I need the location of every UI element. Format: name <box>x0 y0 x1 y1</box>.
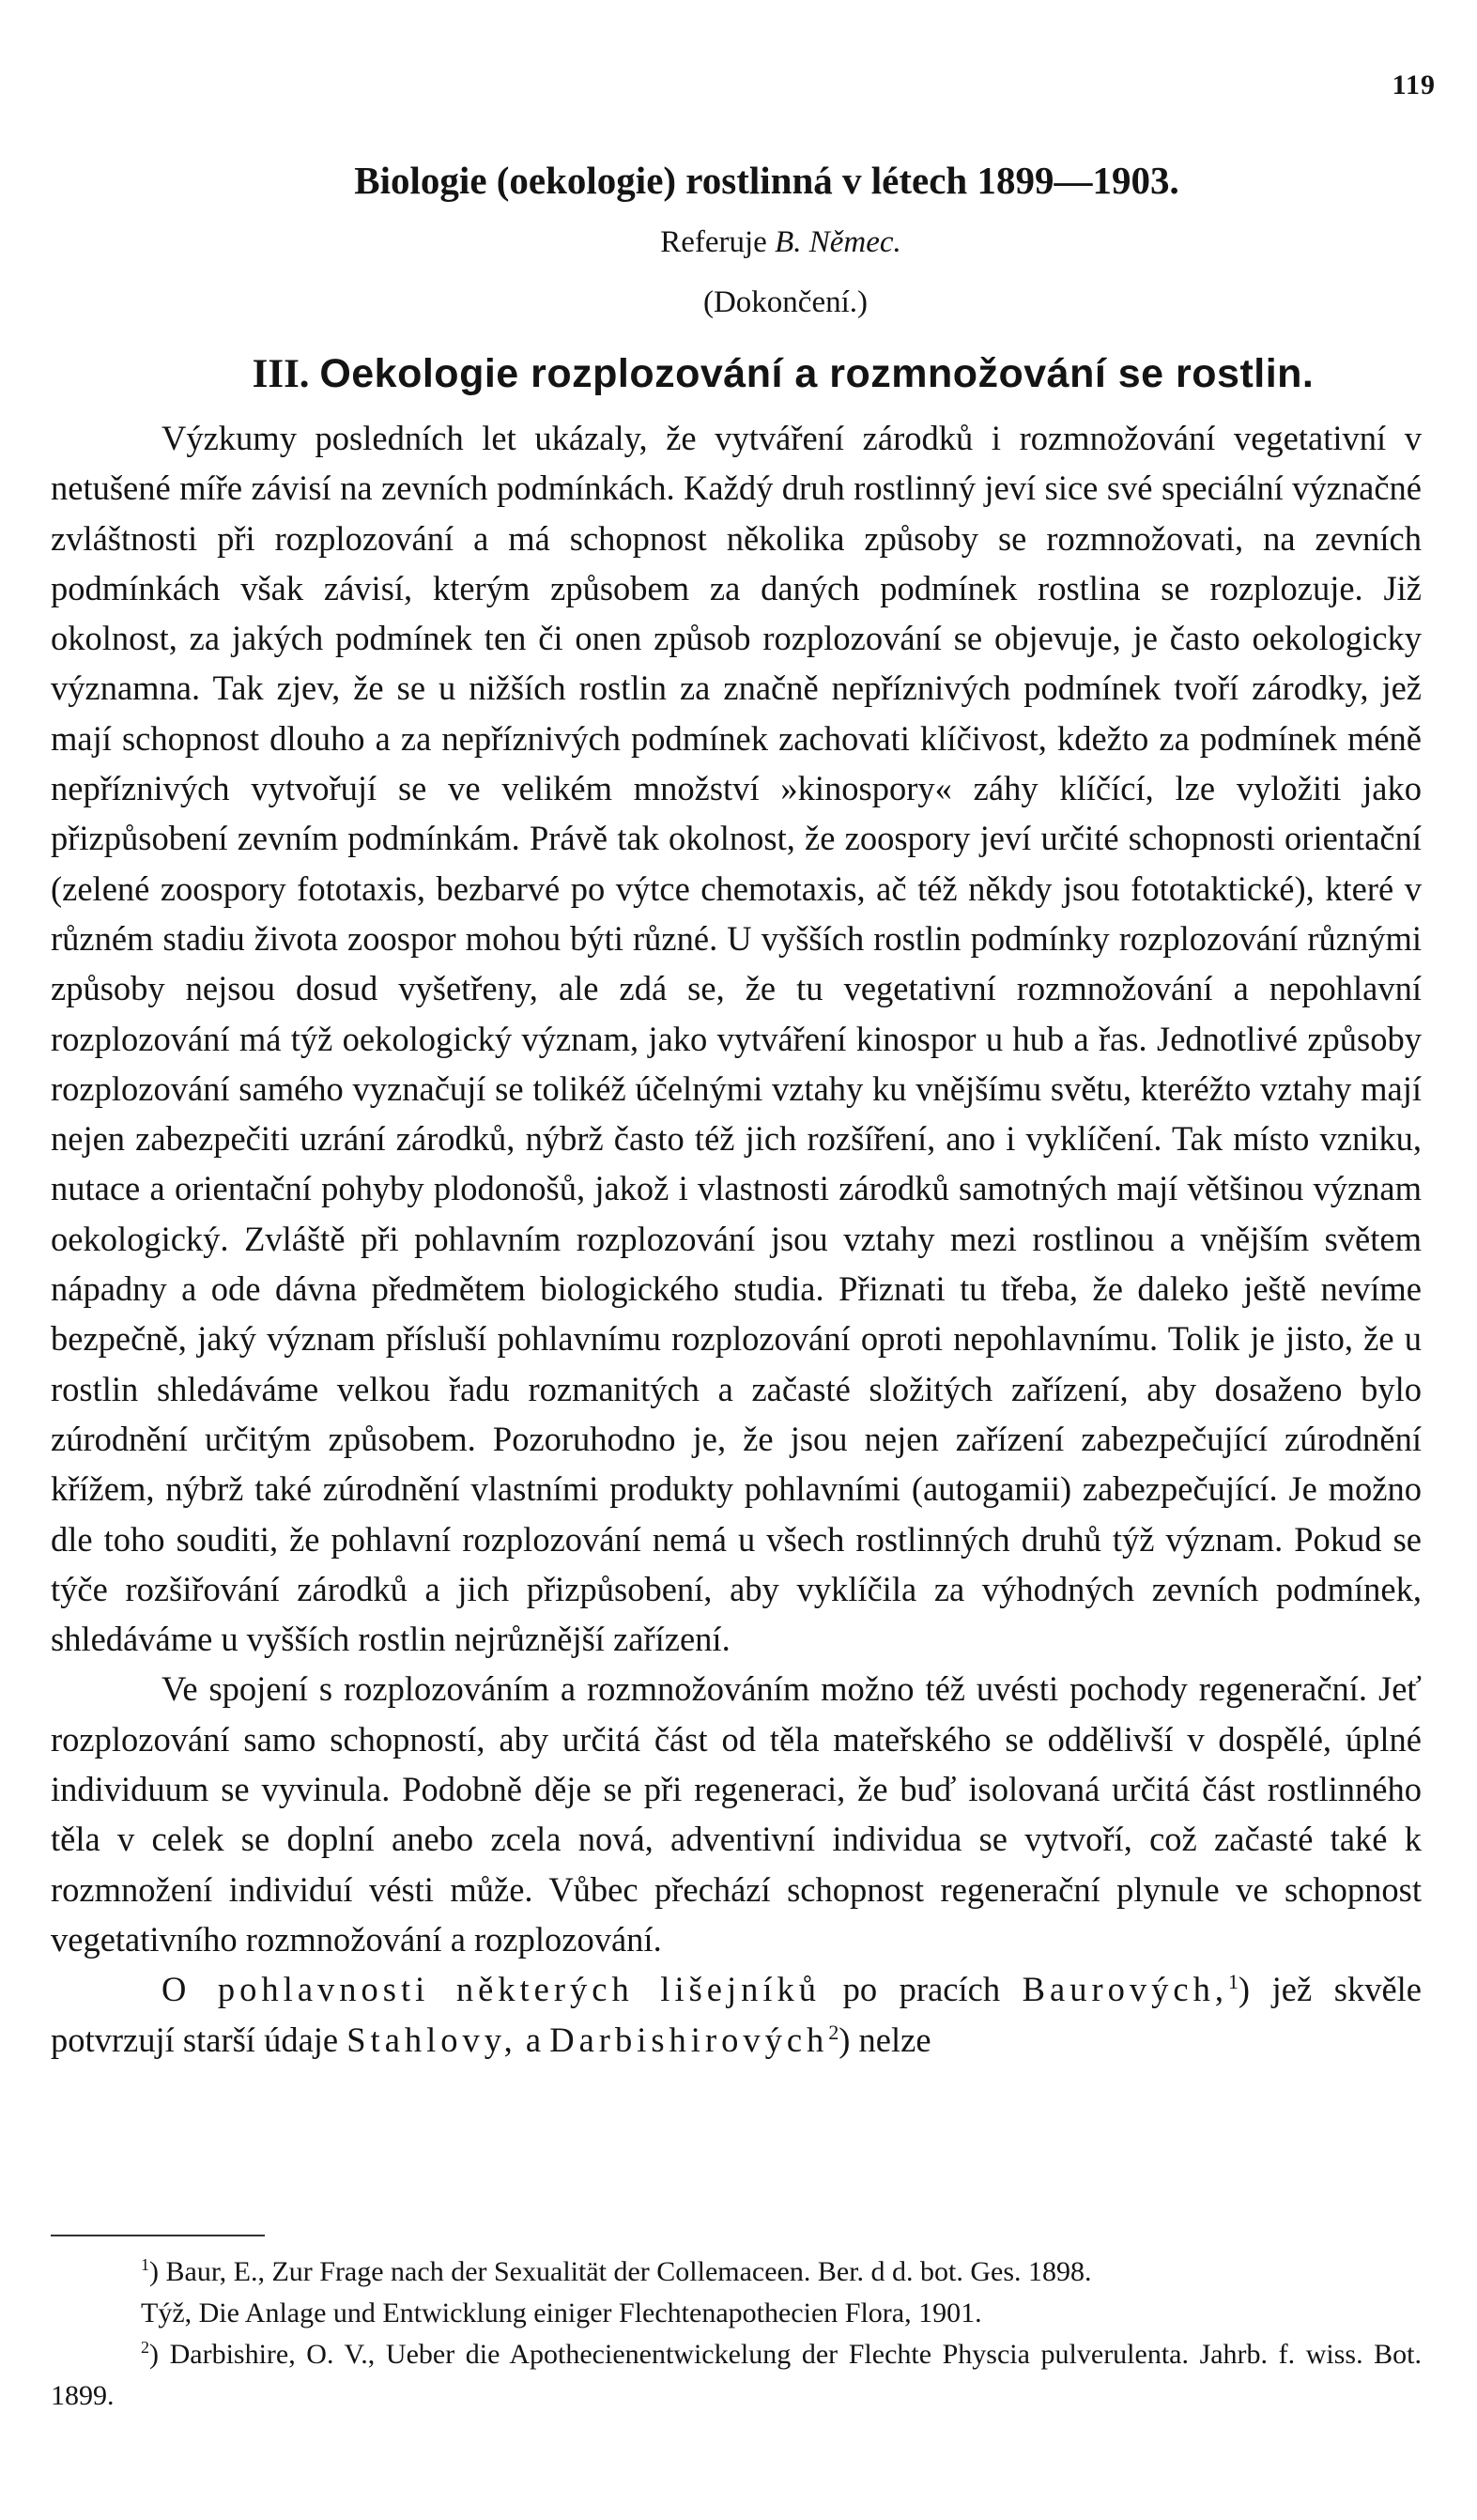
author-name: Stahlovy, <box>346 2020 517 2059</box>
footnotes <box>51 2251 1422 2417</box>
footnote-ref: 2 <box>828 2020 839 2044</box>
footnote-divider <box>51 2235 265 2236</box>
footnote-marker: 1 <box>141 2255 149 2274</box>
text-run: a <box>525 2020 542 2059</box>
body-text <box>51 413 1422 2065</box>
footnote-ref: 1 <box>1227 1970 1239 1994</box>
text-run: nelze <box>858 2020 931 2059</box>
author-name: Darbishirových <box>549 2020 829 2059</box>
section-number: III. <box>252 352 310 396</box>
text-run: jež skvěle potvrzují starší údaje <box>51 1970 1423 2059</box>
spaced-text: O pohlavnosti některých lišejníků <box>162 1970 822 2009</box>
footnote-text: Baur, E., Zur Frage nach der Sexualität der Collemaceen. Ber. d d. bot. Ges. 1898. <box>165 2256 1092 2287</box>
reviewer-prefix: Referuje <box>660 225 767 259</box>
footnote-text: Darbishire, O. V., Ueber die Apothecienentwickelung der Flechte Physcia pulverulenta. Jahrb. f. wiss. Bot. 1899. <box>51 2339 1422 2411</box>
footnote: $^1$) Baur, E., Zur Frage nach der Sexualität der Collemaceen. Ber. d d. bot. Ges. 1898. <box>141 2255 1092 2287</box>
page-number: 119 <box>1392 69 1436 100</box>
reviewer-name: B. Němec. <box>775 225 901 259</box>
paragraph-last: O pohlavnosti některých lišejníků po pracích Baurových,$^1$) jež skvěle potvrzují starší údaje Stahlovy, a Darbishirových$^2$) nelze <box>51 1970 1423 2059</box>
paragraph: Ve spojení s rozplozováním a rozmnožováním možno též uvésti pochody regenerační. Jeť rozplozování samo schopností, aby určitá část od těla mateřského se oddělivší v dospělé, úplné individuum se vyvinula. Podobně děje se při regeneraci, že buď isolovaná určitá část rostlinného těla v celek se doplní anebo zcela nová, adventivní individua se vytvoří, což začasté také k rozmnožení individuí vésti může. Vůbec přechází schopnost regenerační plynule ve schopnost vegetativního rozmnožování a rozplozování. <box>51 1669 1422 1959</box>
continued-note: (Dokončení.) <box>702 285 869 319</box>
text-run: po pracích <box>842 1970 1001 2009</box>
author-name: Baurových, <box>1022 1970 1228 2009</box>
footnote: $^2$) Darbishire, O. V., Ueber die Apothecienentwickelung der Flechte Physcia pulverulenta. Jahrb. f. wiss. Bot. 1899. <box>51 2338 1422 2411</box>
footnote <box>51 2293 1422 2334</box>
paragraph: Výzkumy posledních let ukázaly, že vytváření zárodků i rozmnožování vegetativní v netušené míře závisí na zevních podmínkách. Každý druh rostlinný jeví sice své speciální význačné zvláštnosti při rozplozování a má schopnost několika způsoby se rozmnožovati, na zevních podmínkách však závisí, kterým způsobem za daných podmínek rostlina se rozplozuje. Již okolnost, za jakých podmínek ten či onen způsob rozplozování se objevuje, je často oekologicky významna. Tak zjev, že se u nižších rostlin za značně nepříznivých podmínek tvoří zárodky, jež mají schopnost dlouho a za nepříznivých podmínek zachovati klíčivost, kdežto za podmínek méně nepříznivých vytvořují se ve velikém množství »kinospory« záhy klíčící, lze vyložiti jako přizpůsobení zevním podmínkám. Právě tak okolnost, že zoospory jeví určité schopnosti orientační (zelené zoospory fototaxis, bezbarvé po výtce chemotaxis, ač též někdy jsou fototaktické), které v různém stadiu života zoospor mohou býti různé. U vyšších rostlin podmínky rozplozování různými způsoby nejsou dosud vyšetřeny, ale zdá se, že tu vegetativní rozmnožování a nepohlavní rozplozování má týž oekologický význam, jako vytváření kinospor u hub a řas. Jednotlivé způsoby rozplozování samého vyznačují se tolikéž účelnými vztahy ku vnějšímu světu, kteréžto vztahy mají nejen zabezpečiti uzrání zárodků, nýbrž často též jich rozšíření, ano i vyklíčení. Tak místo vzniku, nutace a orientační pohyby plodonošů, jakož i vlastnosti zárodků samotných mají většinou význam oekologický. Zvláště při pohlavním rozplozování jsou vztahy mezi rostlinou a vnějším světem nápadny a ode dávna předmětem biologického studia. Přiznati tu třeba, že daleko ještě nevíme bezpečně, jaký význam přísluší pohlavnímu rozplozování oproti nepohlavnímu. Tolik je jisto, že u rostlin shledáváme velkou řadu rozmanitých a začasté složitých zařízení, aby dosaženo bylo zúrodnění určitým způsobem. Pozoruhodno je, že jsou nejen zařízení zabezpečující zúrodnění křížem, nýbrž také zúrodnění vlastními produkty pohlavními (autogamii) zabezpečující. Je možno dle toho souditi, že pohlavní rozplozování nemá u všech rostlinných druhů týž význam. Pokud se týče rozšiřování zárodků a jich přizpůsobení, aby vyklíčila za výhodných zevních podmínek, shledáváme u vyšších rostlin nejrůznější zařízení. <box>51 419 1422 1659</box>
section-title: Oekologie rozplozování a rozmnožování se rostlin. <box>319 351 1315 396</box>
footnote-text: Týž, Die Anlage und Entwicklung einiger Flechtenapothecien Flora, 1901. <box>141 2297 982 2328</box>
footnote-marker: 2 <box>141 2338 149 2357</box>
section-heading <box>0 351 1477 397</box>
reviewer-line <box>0 225 1477 260</box>
article-title: Biologie (oekologie) rostlinná v létech 1899—1903. <box>354 159 1179 202</box>
